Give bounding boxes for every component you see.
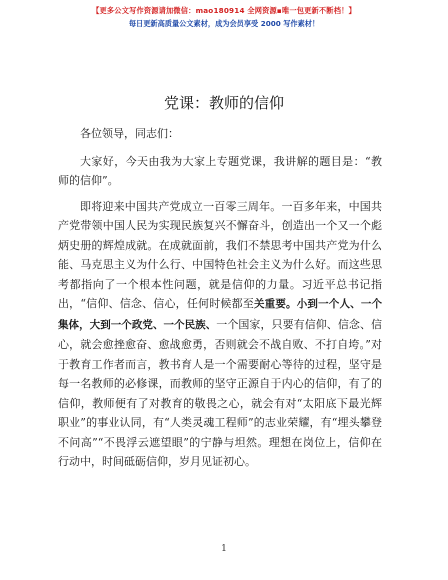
promo-banner	[0, 6, 448, 29]
document-body	[58, 124, 382, 472]
promo-banner-line2: 每日更新高质量公文素材，成为会员享受 2000 写作素材！	[128, 19, 320, 28]
paragraph-intro: 大家好，今天由我为大家上专题党课，我讲解的题目是：“教师的信仰”。	[58, 154, 382, 187]
page-number: 1	[221, 544, 227, 554]
greeting: 各位领导，同志们：	[80, 127, 179, 140]
promo-banner-line1: 【更多公文写作资源请加微信：mao180914 全网资源▪唯一包更新不断档！】	[92, 6, 356, 15]
paragraph-main-continued: 一个国家，只要有信仰、信念、信心，就会愈挫愈奋、愈战愈勇，否则就会不战自败、不打自垮。”对于教育工作者而言，教书育人是一个需要耐心等待的过程，坚守是每一名教师的必修课，而教师的坚守正源自于内心的信仰，有了的信仰，教师便有了对教育的敬畏之心，就会有对“太阳底下最光辉职业”的事业认同，有“人类灵魂工程师”的志业荣耀，有“埋头攀登不问高”“不畏浮云遮望眼”的宁静与坦然。理想在岗位上，信仰在行动中，时间砥砺信仰，岁月见证初心。	[58, 317, 383, 468]
paragraph-main	[58, 197, 382, 472]
paragraph-main-text: 即将迎来中国共产党成立一百零三周年。一百多年来，中国共产党带领中国人民为实现民族复兴不懈奋斗，创造出一个又一个彪炳史册的辉煌成就。在成就面前，我们不禁思考中国共产党为什么能、马克思主义为什么行、中国特色社会主义为什么好。而这些思考都指向了一个根本性问题，就是信仰的力量。习近平总书记指出，“信仰、信念、信心，任何时候都至	[58, 199, 382, 310]
bold-quote-text: 关重要。小到一个人、一个集体，大到一个政党、一个民族、	[58, 298, 383, 331]
document-title: 党课：教师的信仰	[163, 94, 284, 112]
